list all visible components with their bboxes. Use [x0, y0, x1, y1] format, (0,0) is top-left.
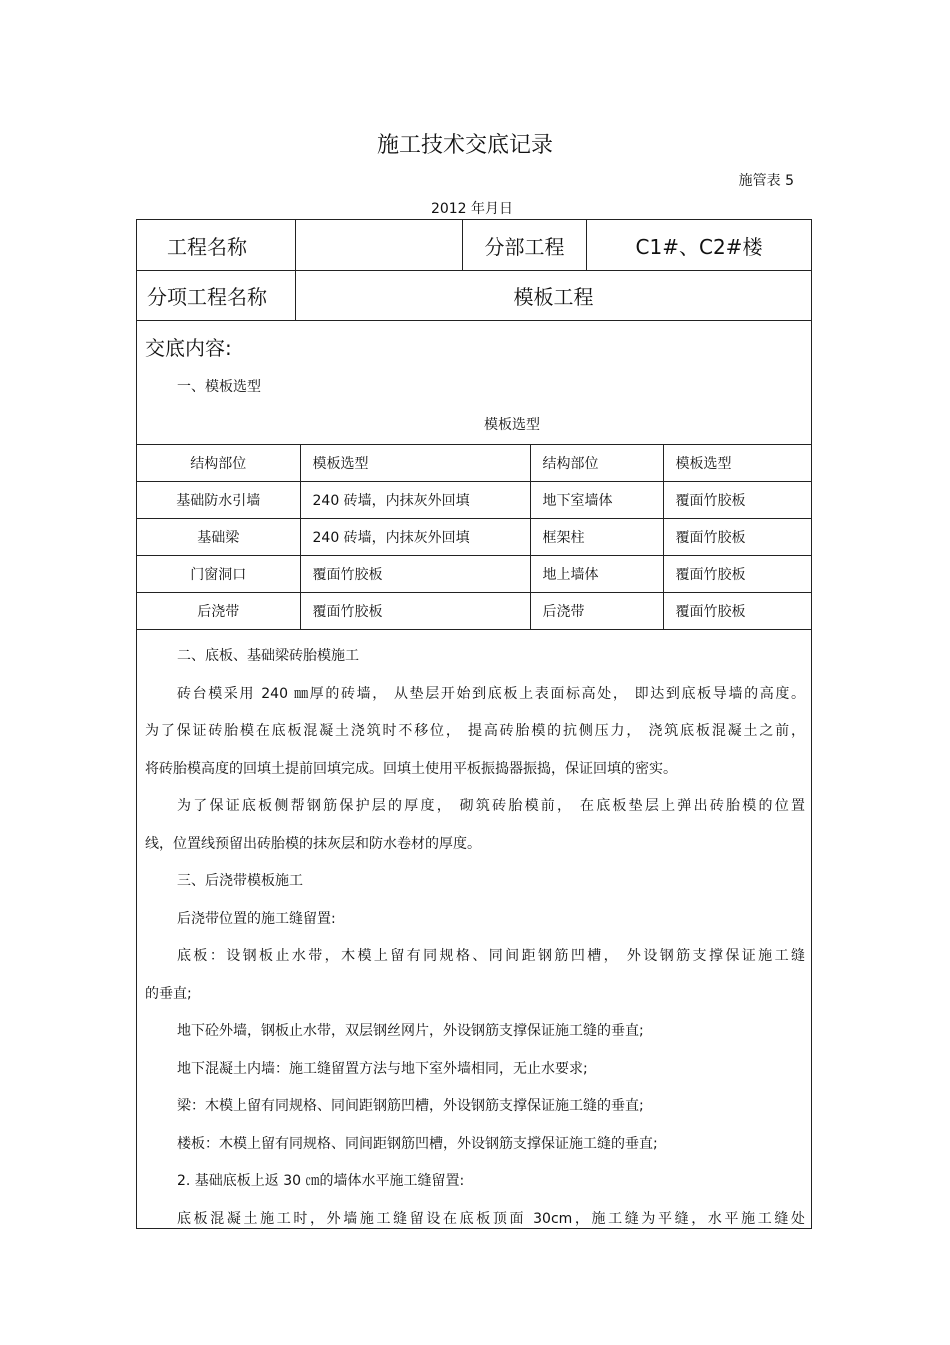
paragraph-line: 砖台模采用 240 ㎜厚的砖墙， 从垫层开始到底板上表面标高处， 即达到底板导墙的高度。 [177, 685, 805, 702]
table-row [137, 482, 811, 519]
subitem-value: 模板工程 [513, 284, 594, 309]
table-cell: 覆面竹胶板 [300, 593, 530, 630]
table-cell: 覆面竹胶板 [663, 593, 811, 630]
project-name-label: 工程名称 [137, 220, 296, 270]
paragraph-line: 将砖胎模高度的回填土提前回填完成。回填土使用平板振捣器振捣，保证回填的密实。 [145, 760, 677, 777]
division-value: C1#、C2#楼 [635, 234, 763, 259]
paragraph-line: 2. 基础底板上返 30 ㎝的墙体水平施工缝留置: [177, 1173, 465, 1189]
formwork-selection-table [137, 444, 811, 630]
paragraph-line: 地下混凝土内墙：施工缝留置方法与地下室外墙相同，无止水要求; [177, 1060, 588, 1077]
table-row [137, 593, 811, 630]
table-cell: 后浇带 [137, 593, 300, 630]
table-row [137, 519, 811, 556]
paragraph-line: 为了保证底板侧帮钢筋保护层的厚度， 砌筑砖胎模前， 在底板垫层上弹出砖胎模的位置 [177, 798, 805, 814]
table-cell: 基础防水引墙 [137, 482, 300, 519]
table-header-cell: 模板选型 [663, 445, 811, 482]
division-label: 分部工程 [463, 220, 587, 270]
header-row-subitem [137, 270, 811, 321]
table-row [137, 556, 811, 593]
section-heading: 二、底板、基础梁砖胎模施工 [177, 648, 359, 664]
paragraph-line: 为了保证砖胎模在底板混凝土浇筑时不移位， 提高砖胎模的抗侧压力， 浇筑底板混凝土之前， [145, 723, 805, 739]
table-cell: 门窗洞口 [137, 556, 300, 593]
table-header-row [137, 445, 811, 482]
table-cell: 覆面竹胶板 [300, 556, 530, 593]
section-heading: 三、后浇带模板施工 [177, 873, 303, 889]
table-cell: 基础梁 [137, 519, 300, 556]
paragraph-line: 底板：设钢板止水带，木模上留有同规格、同间距钢筋凹槽， 外设钢筋支撑保证施工缝 [177, 948, 805, 964]
table-header-cell: 结构部位 [530, 445, 663, 482]
paragraph-line: 梁：木模上留有同规格、同间距钢筋凹槽，外设钢筋支撑保证施工缝的垂直; [177, 1098, 644, 1114]
paragraph-line: 后浇带位置的施工缝留置: [177, 910, 336, 927]
paragraph-line: 线，位置线预留出砖胎模的抹灰层和防水卷材的厚度。 [145, 835, 481, 852]
disclosure-body [145, 638, 805, 1229]
table-cell: 覆面竹胶板 [663, 482, 811, 519]
table-header-cell: 结构部位 [137, 445, 300, 482]
record-form [136, 219, 812, 1229]
paragraph-line: 地下砼外墙，钢板止水带，双层钢丝网片，外设钢筋支撑保证施工缝的垂直; [177, 1023, 644, 1039]
table-header-cell: 模板选型 [300, 445, 530, 482]
paragraph-line: 楼板：木模上留有同规格、同间距钢筋凹槽，外设钢筋支撑保证施工缝的垂直; [177, 1135, 658, 1152]
table-cell: 地上墙体 [530, 556, 663, 593]
paragraph-line: 底板混凝土施工时，外墙施工缝留设在底板顶面 30cm，施工缝为平缝，水平施工缝处 [177, 1210, 805, 1227]
form-number: 施管表 5 [738, 173, 794, 189]
table-cell: 240 砖墙，内抹灰外回填 [300, 519, 530, 556]
table-cell: 覆面竹胶板 [663, 519, 811, 556]
subitem-label: 分项工程名称 [137, 270, 296, 320]
table-cell: 覆面竹胶板 [663, 556, 811, 593]
paragraph-line: 的垂直; [145, 985, 192, 1002]
project-name-value [296, 220, 463, 270]
table-cell: 地下室墙体 [530, 482, 663, 519]
content-label: 交底内容: [145, 336, 232, 360]
document-title: 施工技术交底记录 [376, 133, 553, 158]
section-heading: 一、模板选型 [177, 379, 261, 395]
record-date: 2012 年月日 [430, 201, 514, 217]
table-cell: 框架柱 [530, 519, 663, 556]
header-row-project [137, 220, 811, 271]
table-cell: 240 砖墙，内抹灰外回填 [300, 482, 530, 519]
table-cell: 后浇带 [530, 593, 663, 630]
table-caption: 模板选型 [484, 417, 540, 433]
